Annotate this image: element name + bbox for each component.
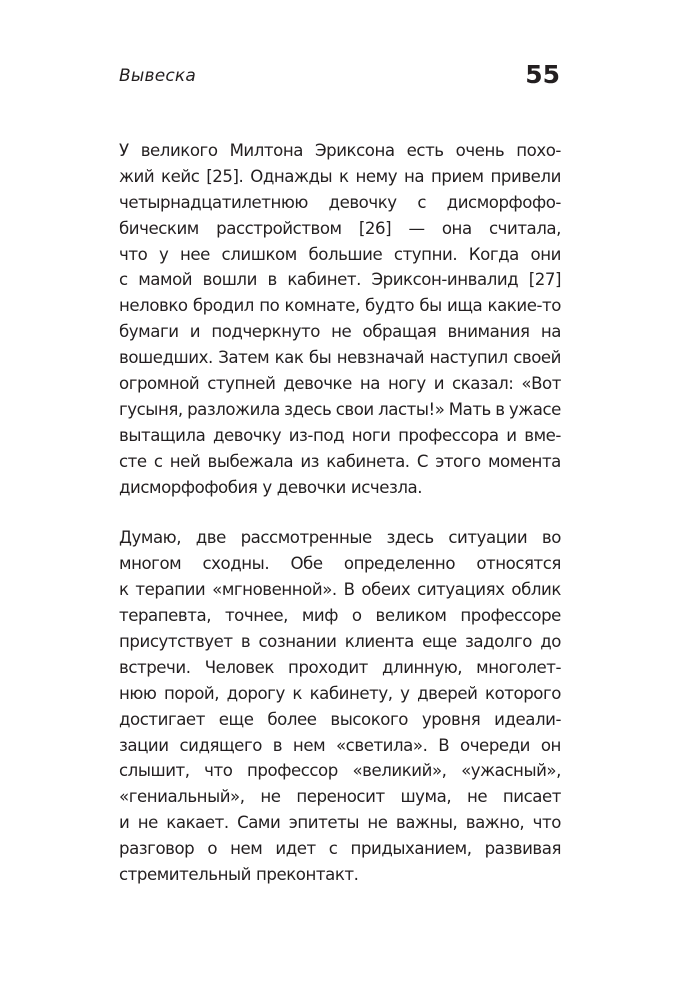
word: достигает: [119, 709, 205, 729]
word: она: [441, 218, 472, 238]
word: какает.: [166, 813, 229, 833]
word: и: [119, 813, 130, 833]
word: не: [137, 813, 158, 833]
word: как: [274, 348, 304, 368]
word: эпитеты: [288, 813, 359, 833]
word: вошли: [202, 270, 257, 290]
word: этого: [435, 451, 481, 471]
word: зации: [119, 735, 169, 755]
word: на: [403, 166, 425, 186]
word: многом: [119, 554, 182, 574]
word: ужасе: [508, 399, 561, 419]
text-line: [119, 216, 561, 242]
word: к: [292, 683, 302, 703]
text-line: [119, 397, 561, 423]
word: очень: [455, 141, 505, 160]
word: бы: [419, 296, 442, 316]
word: проходит: [288, 657, 368, 677]
word: девочке: [283, 374, 352, 394]
word: нему: [355, 166, 398, 186]
word: Когда: [468, 244, 519, 264]
word: огромной: [119, 374, 200, 394]
word: Сами: [237, 813, 281, 833]
word: девочку: [212, 425, 282, 445]
text-line: [119, 475, 561, 501]
word: обеих: [361, 580, 411, 600]
text-line: [119, 164, 561, 190]
word: нем: [292, 735, 326, 755]
word: исчезла.: [350, 477, 423, 497]
text-line: [119, 862, 561, 888]
text-line: [119, 655, 561, 681]
word: девочки: [276, 477, 346, 497]
word: ища: [447, 296, 483, 316]
word: обращая: [362, 322, 437, 342]
text-line: [119, 423, 561, 449]
word: порой,: [164, 683, 220, 703]
word: дисморфофобия: [119, 477, 258, 497]
word: сходны.: [202, 554, 270, 574]
text-line: [119, 319, 561, 345]
word: профессор: [247, 761, 338, 781]
word: встречи.: [119, 657, 191, 677]
word: бумаги: [119, 322, 179, 342]
word: «светила».: [335, 735, 428, 755]
word: невзначай: [336, 348, 425, 368]
body-text: [119, 138, 561, 888]
word: к: [119, 580, 129, 600]
word: относятся: [476, 554, 561, 574]
text-line: [119, 551, 561, 577]
text-line: [119, 836, 561, 862]
word: [27]: [528, 270, 561, 290]
word: Думаю,: [119, 528, 182, 548]
word: здесь: [386, 528, 434, 548]
word: высокого: [330, 709, 408, 729]
word: у: [400, 683, 410, 703]
word: что: [204, 761, 233, 781]
word: дверей: [417, 683, 478, 703]
word: в: [267, 270, 277, 290]
word: нее: [179, 244, 210, 264]
word: рассмотренные: [240, 528, 372, 548]
word: здесь: [284, 399, 332, 419]
running-title: Вывеска: [119, 66, 196, 86]
word: до: [540, 632, 561, 652]
word: ситуации: [448, 528, 528, 548]
word: по: [259, 296, 280, 316]
text-line: [119, 707, 561, 733]
word: идеали-: [494, 709, 561, 729]
word: наступил: [429, 348, 508, 368]
word: неловко: [119, 296, 188, 316]
word: великого: [140, 141, 218, 160]
word: из-под: [288, 425, 345, 445]
word: шума,: [400, 787, 452, 807]
word: на: [540, 322, 561, 342]
word: облик: [511, 580, 561, 600]
word: и: [433, 374, 445, 394]
text-line: [119, 577, 561, 603]
word: бы: [308, 348, 332, 368]
word: Милтона: [229, 141, 303, 160]
word: мамой: [138, 270, 193, 290]
word: великом: [375, 606, 447, 626]
word: что: [119, 244, 148, 264]
word: С: [416, 451, 428, 471]
word: профессоре: [460, 606, 561, 626]
word: с: [417, 192, 427, 212]
word: подчеркнуто: [211, 322, 320, 342]
word: не: [260, 787, 281, 807]
word: В: [343, 580, 355, 600]
word: ступни.: [393, 244, 458, 264]
word: ноги: [351, 425, 391, 445]
word: в: [495, 399, 505, 419]
text-line: [119, 190, 561, 216]
word: ласты!»: [378, 399, 445, 419]
word: ситуациях: [417, 580, 505, 600]
word: длинную,: [382, 657, 463, 677]
word: не: [331, 322, 352, 342]
word: своей: [513, 348, 561, 368]
word: Человек: [204, 657, 274, 677]
word: «гениальный»,: [119, 787, 245, 807]
word: сте: [119, 451, 147, 471]
text-line: [119, 603, 561, 629]
word: разговор: [119, 839, 195, 859]
word: Мать: [448, 399, 491, 419]
word: [25].: [206, 166, 244, 186]
word: дисморфофо-: [446, 192, 561, 212]
word: «мгновенной».: [212, 580, 337, 600]
word: еще: [218, 709, 254, 729]
text-line: [119, 242, 561, 268]
word: девочку: [328, 192, 397, 212]
text-line: [119, 681, 561, 707]
word: стремительный: [119, 865, 251, 885]
word: Однажды: [250, 166, 333, 186]
word: дорогу: [226, 683, 285, 703]
word: уровня: [421, 709, 481, 729]
word: жий: [119, 166, 155, 186]
word: в: [272, 735, 283, 755]
word: вытащила: [119, 425, 206, 445]
text-line: [119, 784, 561, 810]
word: что: [532, 813, 561, 833]
word: преконтакт.: [255, 865, 359, 885]
word: ней: [169, 451, 201, 471]
word: идет: [275, 839, 316, 859]
word: придыханием,: [350, 839, 472, 859]
word: более: [267, 709, 317, 729]
word: важны,: [395, 813, 458, 833]
word: прием: [430, 166, 484, 186]
word: слишком: [221, 244, 297, 264]
word: четырнадцатилетнюю: [119, 192, 308, 212]
word: [26]: [358, 218, 392, 238]
word: две: [195, 528, 226, 548]
word: сознании: [258, 632, 337, 652]
word: вошедших.: [119, 348, 213, 368]
word: и: [506, 425, 517, 445]
word: точнее,: [224, 606, 288, 626]
word: с: [328, 839, 338, 859]
word: «Вот: [521, 374, 561, 394]
word: во: [541, 528, 561, 548]
word: будто: [365, 296, 415, 316]
word: сказал:: [452, 374, 514, 394]
word: у: [262, 477, 272, 497]
word: расстройством: [216, 218, 342, 238]
word: момента: [487, 451, 561, 471]
word: Обе: [290, 554, 323, 574]
word: кейс: [161, 166, 200, 186]
word: о: [207, 839, 218, 859]
word: еще: [422, 632, 457, 652]
text-line: [119, 371, 561, 397]
word: кабинет.: [287, 270, 361, 290]
word: переносит: [296, 787, 385, 807]
word: с: [119, 270, 128, 290]
text-line: [119, 733, 561, 759]
word: «ужасный»,: [461, 761, 561, 781]
text-line: [119, 345, 561, 371]
word: гусыня,: [119, 399, 183, 419]
text-line: [119, 267, 561, 293]
paragraph-1: [119, 138, 561, 500]
word: развивая: [484, 839, 561, 859]
word: нюю: [119, 683, 157, 703]
text-line: [119, 758, 561, 784]
word: задолго: [465, 632, 532, 652]
word: В: [438, 735, 450, 755]
text-line: [119, 138, 561, 164]
word: к: [339, 166, 349, 186]
word: большие: [308, 244, 383, 264]
word: которого: [485, 683, 561, 703]
text-line: [119, 629, 561, 655]
word: привели: [490, 166, 561, 186]
page-number: 55: [525, 60, 560, 89]
word: и: [189, 322, 201, 342]
word: считала,: [488, 218, 561, 238]
word: разложила: [187, 399, 280, 419]
word: слышит,: [119, 761, 190, 781]
word: они: [530, 244, 561, 264]
word: терапевта,: [119, 606, 212, 626]
word: многолет-: [476, 657, 561, 677]
word: Эриксон-инвалид: [371, 270, 519, 290]
word: из: [300, 451, 320, 471]
word: свои: [335, 399, 374, 419]
word: вме-: [524, 425, 561, 445]
word: профессора: [398, 425, 499, 445]
word: очереди: [460, 735, 531, 755]
word: У: [119, 141, 129, 160]
word: клиента: [344, 632, 414, 652]
word: комнате,: [284, 296, 360, 316]
word: не: [466, 787, 488, 807]
word: он: [540, 735, 561, 755]
word: не: [367, 813, 388, 833]
word: —: [408, 218, 425, 238]
word: присутствует: [119, 632, 233, 652]
paragraph-spacer: [119, 500, 561, 525]
word: ступней: [207, 374, 276, 394]
word: кабинета.: [326, 451, 410, 471]
word: ногу: [387, 374, 426, 394]
text-line: [119, 293, 561, 319]
word: бическим: [119, 218, 199, 238]
word: терапии: [135, 580, 206, 600]
paragraph-2: [119, 525, 561, 887]
word: бродил: [192, 296, 254, 316]
word: внимания: [447, 322, 530, 342]
word: сидящего: [179, 735, 262, 755]
word: Затем: [218, 348, 270, 368]
word: похо-: [516, 141, 561, 160]
text-line: [119, 525, 561, 551]
word: Эриксона: [315, 141, 395, 160]
word: «великий»,: [352, 761, 447, 781]
word: какие-то: [487, 296, 561, 316]
word: в: [240, 632, 251, 652]
word: определенно: [343, 554, 456, 574]
word: о: [351, 606, 362, 626]
word: нем: [230, 839, 263, 859]
word: есть: [406, 141, 444, 160]
word: выбежала: [207, 451, 294, 471]
word: важно,: [465, 813, 525, 833]
word: миф: [301, 606, 338, 626]
word: кабинету,: [309, 683, 393, 703]
word: с: [153, 451, 163, 471]
word: у: [158, 244, 169, 264]
text-line: [119, 449, 561, 475]
text-line: [119, 810, 561, 836]
word: писает: [502, 787, 561, 807]
word: на: [359, 374, 380, 394]
